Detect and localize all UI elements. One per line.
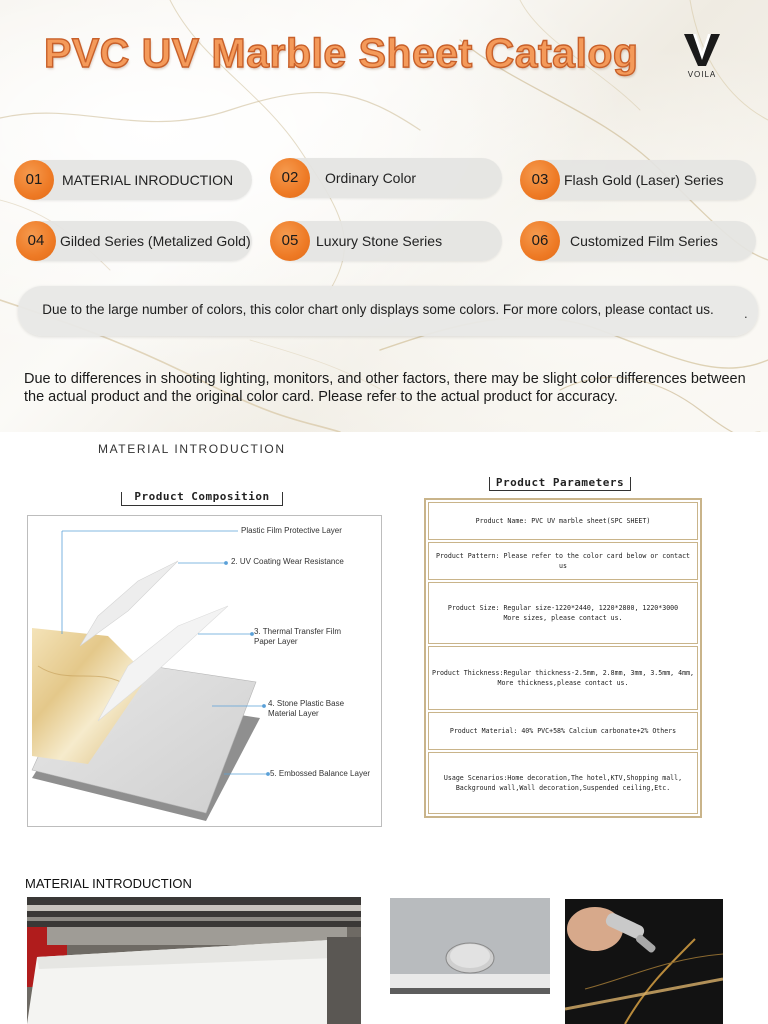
marble-header bbox=[0, 0, 768, 432]
bottom-section-heading: MATERIAL INTRODUCTION bbox=[25, 876, 192, 891]
param-row-size bbox=[428, 582, 698, 644]
menu-number-badge: 03 bbox=[520, 160, 560, 200]
product-composition-label: Product Composition bbox=[121, 484, 283, 506]
menu-item-label: MATERIAL INRODUCTION bbox=[62, 172, 234, 188]
layer-label-transfer-film bbox=[254, 627, 341, 647]
color-notice-banner bbox=[18, 286, 758, 336]
param-text: Product Name: PVC UV marble sheet(SPC SHEET) bbox=[475, 517, 651, 525]
param-row-material bbox=[428, 712, 698, 750]
menu-item-label: Luxury Stone Series bbox=[316, 233, 443, 249]
menu-number-badge: 06 bbox=[520, 221, 560, 261]
menu-number-badge: 01 bbox=[14, 160, 54, 200]
menu-item-flash-gold[interactable] bbox=[522, 160, 756, 200]
menu-number-badge: 05 bbox=[270, 221, 310, 261]
logo-text: VOILA bbox=[687, 70, 717, 79]
param-row-usage bbox=[428, 752, 698, 814]
coin-thickness-photo bbox=[390, 898, 550, 1024]
menu-item-label: Ordinary Color bbox=[325, 170, 417, 186]
menu-number-badge: 02 bbox=[270, 158, 310, 198]
param-row-name bbox=[428, 502, 698, 540]
param-text: Product Pattern: Please refer to the color card below or contact us bbox=[435, 552, 691, 570]
menu-item-customized-film[interactable] bbox=[522, 221, 756, 261]
param-text: Product Material: 40% PVC+58% Calcium carbonate+2% Others bbox=[449, 727, 677, 735]
menu-item-label: Gilded Series (Metalized Gold) bbox=[60, 233, 251, 249]
coin-illustration bbox=[390, 898, 550, 1024]
param-text: Product Thickness:Regular thickness-2.5mm, 2.8mm, 3mm, 3.5mm, 4mm, bbox=[432, 669, 695, 677]
param-text: More sizes, please contact us. bbox=[503, 614, 623, 622]
layer-label-line: Material Layer bbox=[268, 709, 319, 718]
notice-trailing-dot: . bbox=[744, 306, 748, 321]
layer-label-line: Paper Layer bbox=[254, 637, 298, 646]
param-text: More thickness,please contact us. bbox=[497, 679, 629, 687]
param-text: Product Size: Regular size-1220*2440, 1220*2800, 1220*3000 bbox=[447, 604, 679, 612]
composition-diagram bbox=[27, 515, 382, 827]
param-row-pattern bbox=[428, 542, 698, 580]
menu-number-badge: 04 bbox=[16, 221, 56, 261]
layer-label-line: 3. Thermal Transfer Film bbox=[254, 627, 341, 636]
catalog-title: PVC UV Marble Sheet Catalog bbox=[44, 30, 639, 76]
black-marble-scratch-photo bbox=[565, 899, 723, 1024]
param-text: Background wall,Wall decoration,Suspended ceiling,Etc. bbox=[455, 784, 671, 792]
param-row-thickness bbox=[428, 646, 698, 710]
menu-item-label: Flash Gold (Laser) Series bbox=[564, 172, 724, 188]
menu-item-material-introduction[interactable] bbox=[16, 160, 252, 200]
layer-label-protective: Plastic Film Protective Layer bbox=[241, 526, 342, 535]
factory-production-photo bbox=[27, 897, 361, 1024]
layer-label-line: 4. Stone Plastic Base bbox=[268, 699, 345, 708]
layer-label-uv-coating: 2. UV Coating Wear Resistance bbox=[231, 557, 344, 566]
color-notice-text: Due to the large number of colors, this color chart only displays some colors. For more colors, please contact us. bbox=[42, 302, 714, 317]
param-text: Usage Scenarios:Home decoration,The hotel,KTV,Shopping mall, bbox=[443, 774, 683, 782]
layer-label-balance: 5. Embossed Balance Layer bbox=[270, 769, 371, 778]
parameters-table bbox=[424, 498, 702, 818]
voila-logo-icon bbox=[682, 32, 722, 68]
menu-item-ordinary-color[interactable] bbox=[272, 158, 502, 198]
menu-item-luxury-stone[interactable] bbox=[272, 221, 502, 261]
color-disclaimer: Due to differences in shooting lighting, monitors, and other factors, there may be slight color differences between the actual product and the original color card. Please refer to the actual product for accuracy. bbox=[24, 371, 746, 405]
voila-logo bbox=[678, 32, 726, 82]
section-heading: MATERIAL INTRODUCTION bbox=[98, 442, 286, 456]
product-parameters-label: Product Parameters bbox=[489, 471, 631, 491]
menu-item-gilded-series[interactable] bbox=[18, 221, 252, 261]
menu-item-label: Customized Film Series bbox=[570, 233, 718, 249]
layer-label-stone-base bbox=[268, 699, 344, 719]
factory-illustration bbox=[27, 897, 361, 1024]
black-marble-illustration bbox=[565, 899, 723, 1024]
